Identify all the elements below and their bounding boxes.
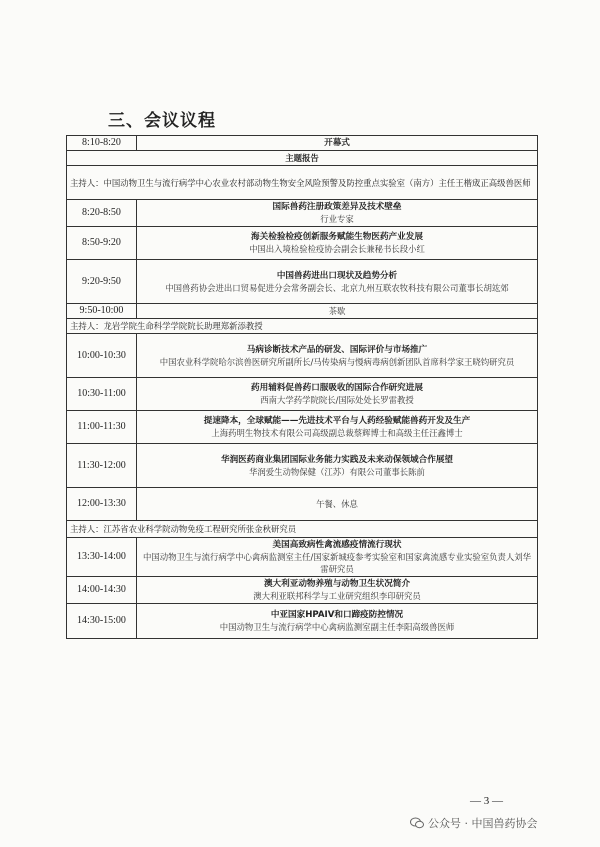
agenda-row <box>67 227 538 260</box>
session-detail: 中国动物卫生与流行病学中心禽病监测室副主任李阳高级兽医师 <box>219 622 455 632</box>
agenda-row <box>67 166 538 200</box>
session-title: 海关检验检疫创新服务赋能生物医药产业发展 <box>251 232 423 242</box>
time-cell: 10:30-11:00 <box>67 378 137 411</box>
session-title: 提速降本，全球赋能——先进技术平台与人药经验赋能兽药开发及生产 <box>203 416 471 426</box>
content-cell <box>137 411 538 444</box>
section-title: 三、会议议程 <box>108 111 216 131</box>
agenda-row <box>67 378 538 411</box>
agenda-row <box>67 444 538 488</box>
session-detail: 西南大学药学院院长/国际处处长罗雷教授 <box>260 395 414 405</box>
agenda-row <box>67 319 538 334</box>
time-cell: 13:30-14:00 <box>67 538 137 577</box>
content-cell <box>137 136 538 151</box>
session-title: 中亚国家HPAIV和口蹄疫防控情况 <box>270 610 404 620</box>
agenda-row <box>67 604 538 639</box>
content-cell <box>137 488 538 521</box>
time-cell: 11:00-11:30 <box>67 411 137 444</box>
session-detail: 中国农业科学院哈尔滨兽医研究所副所长/马传染病与慢病毒病创新团队首席科学家王晓钧研究员 <box>159 356 515 367</box>
session-detail: 行业专家 <box>320 214 354 224</box>
content-cell <box>137 200 538 227</box>
session-title: 马病诊断技术产品的研发、国际评价与市场推广 <box>246 344 428 355</box>
page-number: — 3 — <box>470 795 503 807</box>
session-detail: 午餐、休息 <box>316 499 358 509</box>
time-cell: 9:50-10:00 <box>67 304 137 319</box>
session-title: 中国兽药进出口现状及趋势分析 <box>276 270 398 281</box>
section-header-cell: 主题报告 <box>67 151 538 166</box>
content-cell <box>137 538 538 577</box>
content-cell <box>137 378 538 411</box>
time-cell: 8:20-8:50 <box>67 200 137 227</box>
session-detail: 澳大利亚联邦科学与工业研究组织李印研究员 <box>253 591 421 601</box>
agenda-row <box>67 136 538 151</box>
host-cell: 主持人：中国动物卫生与流行病学中心农业农村部动物生物安全风险预警及防控重点实验室（南方）主任王楷宬正高级兽医师 <box>67 166 538 200</box>
agenda-row <box>67 538 538 577</box>
session-detail: 上海药明生物技术有限公司高级副总裁蔡辉博士和高级主任汪鑫博士 <box>211 428 463 438</box>
agenda-table <box>66 135 538 639</box>
content-cell <box>137 227 538 260</box>
session-detail: 中国兽药协会进出口贸易促进分会常务副会长、北京九州互联农牧科技有限公司董事长胡竑郊 <box>165 282 509 293</box>
session-detail: 茶歇 <box>328 306 346 316</box>
time-cell: 14:30-15:00 <box>67 604 137 639</box>
agenda-row <box>67 488 538 521</box>
session-detail: 华润爱生动物保健（江苏）有限公司董事长陈前 <box>249 466 425 477</box>
content-cell <box>137 334 538 378</box>
session-detail: 中国动物卫生与流行病学中心禽病监测室主任/国家新城疫参考实验室和国家禽流感专业实验室负责人刘华雷研究员 <box>142 552 532 574</box>
content-cell <box>137 444 538 488</box>
agenda-row <box>67 334 538 378</box>
agenda-row <box>67 411 538 444</box>
content-cell <box>137 304 538 319</box>
content-cell <box>137 260 538 304</box>
agenda-row <box>67 577 538 604</box>
time-cell: 10:00-10:30 <box>67 334 137 378</box>
session-detail: 中国出入境检验检疫协会副会长兼秘书长段小红 <box>249 244 425 254</box>
time-cell: 8:50-9:20 <box>67 227 137 260</box>
agenda-row <box>67 521 538 538</box>
session-title: 药用辅料促兽药口服吸收的国际合作研究进展 <box>251 383 423 393</box>
session-title: 开幕式 <box>324 138 350 148</box>
session-title: 美国高致病性禽流感疫情流行现状 <box>272 540 402 550</box>
host-cell: 主持人：龙岩学院生命科学学院院长助理郑新添教授 <box>67 319 538 334</box>
time-cell: 14:00-14:30 <box>67 577 137 604</box>
watermark-text: 公众号 · 中国兽药协会 <box>428 817 538 830</box>
agenda-row <box>67 304 538 319</box>
content-cell <box>137 604 538 639</box>
content-cell <box>137 577 538 604</box>
host-cell: 主持人：江苏省农业科学院动物免疫工程研究所张金秋研究员 <box>67 521 538 538</box>
time-cell: 11:30-12:00 <box>67 444 137 488</box>
time-cell: 8:10-8:20 <box>67 136 137 151</box>
watermark <box>410 815 538 831</box>
session-title: 华润医药商业集团国际业务能力实践及未来动保领域合作展望 <box>220 454 454 465</box>
agenda-row <box>67 151 538 166</box>
session-title: 澳大利亚动物养殖与动物卫生状况简介 <box>263 579 411 589</box>
session-title: 国际兽药注册政策差异及技术壁垒 <box>272 202 402 212</box>
time-cell: 12:00-13:30 <box>67 488 137 521</box>
agenda-row <box>67 200 538 227</box>
agenda-row <box>67 260 538 304</box>
wechat-icon <box>410 817 424 829</box>
time-cell: 9:20-9:50 <box>67 260 137 304</box>
